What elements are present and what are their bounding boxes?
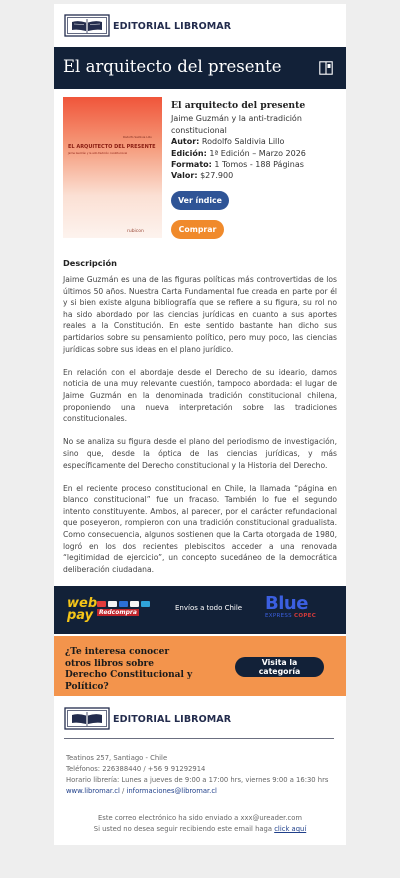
courier-name: Blue <box>265 593 308 614</box>
visit-category-button[interactable]: Visita la categoría <box>235 657 324 677</box>
unsubscribe-link[interactable]: click aquí <box>274 825 307 833</box>
title-banner <box>54 47 346 89</box>
footer-divider <box>64 738 334 739</box>
footer-legal <box>54 813 346 835</box>
credit-card-icon <box>141 601 150 607</box>
sent-to-text: Este correo electrónico ha sido enviado a xxx@ureader.com <box>98 814 302 822</box>
category-prompt: ¿Te interesa conocer otros libros sobre Derecho Constitucional y Político? <box>65 647 193 692</box>
edition-value: 1ª Edición – Marzo 2026 <box>209 148 306 158</box>
view-index-button[interactable]: Ver índice <box>171 191 229 210</box>
redcompra-logo: Redcompra <box>99 609 137 616</box>
unsubscribe-row <box>54 824 346 835</box>
courier-sub-left: EXPRESS <box>265 613 292 619</box>
cover-publisher: rubicon <box>127 229 144 234</box>
unsubscribe-text: Si usted no desea seguir recibiendo este email haga <box>93 825 275 833</box>
courier-subtitle <box>265 613 316 619</box>
footer-brand-logo[interactable] <box>64 706 231 732</box>
format-value: 1 Tomos - 188 Páginas <box>214 160 304 170</box>
footer-contact <box>66 753 328 797</box>
product-price-row <box>171 170 341 181</box>
author-label: Autor: <box>171 137 200 147</box>
product-subtitle: Jaime Guzmán y la anti-tradición constitucional <box>171 114 302 135</box>
credit-card-icon <box>97 601 106 607</box>
description-paragraph: Jaime Guzmán es una de las figuras políticas más controvertidas de los últimos 50 años. Nuestra Carta Fundamental fue creada en parte por él y si bien existe alguna bibliografía que se refiere a su figura, su rol no ha sido abordado por las ciencias jurídicas en cuanto a sus aportes reales a la Constitución. En este sentido bastante han dicho sus partidarios sobre su pensamiento político, pero muy poco, las ciencias jurídicas sobre sus ideas en el plano jurídico. <box>63 275 337 354</box>
libromar-logo-icon <box>64 14 110 38</box>
courier-sub-right: COPEC <box>294 613 317 619</box>
blue-express-logo <box>265 595 316 619</box>
email-card <box>54 4 346 845</box>
footer-links <box>66 786 328 797</box>
webpay-logo <box>67 598 97 622</box>
libromar-logo-icon <box>64 707 110 731</box>
edition-label: Edición: <box>171 148 207 158</box>
credit-card-icon <box>130 601 139 607</box>
cover-author: Rodolfo Saldivia Lillo <box>123 135 152 139</box>
category-band <box>54 636 346 696</box>
format-label: Formato: <box>171 160 212 170</box>
card-brand-icons <box>97 601 150 607</box>
brand-logo[interactable] <box>64 13 231 39</box>
footer-address: Teatinos 257, Santiago - Chile <box>66 754 168 762</box>
description-paragraph: No se analiza su figura desde el plano del periodismo de investigación, sino que, desde la óptica de las ciencias jurídicas, y más específicamente del Derecho constitucional y la Historia del Derecho. <box>63 437 337 470</box>
footer-hours: Horario librería: Lunes a jueves de 9:00 a 17:00 hrs, viernes 9:00 a 16:30 hrs <box>66 776 329 784</box>
credit-card-icon <box>119 601 128 607</box>
webpay-line1: web <box>67 596 98 611</box>
book-cover-image[interactable] <box>63 97 162 238</box>
price-label: Valor: <box>171 171 198 181</box>
webpay-line2: pay <box>67 608 94 623</box>
description-paragraph: En relación con el abordaje desde el Derecho de su ideario, damos noticia de una muy relevante cuestión, tampoco abordada: el lugar de Jaime Guzmán en la denominada tradición constitucional chilena, proponiendo una nueva interpretación sobre las tradiciones constitucionales. <box>63 367 337 424</box>
link-separator: / <box>119 787 127 795</box>
product-author-row <box>171 136 341 147</box>
payments-band <box>54 586 346 634</box>
price-value: $27.900 <box>200 171 234 181</box>
brand-name: EDITORIAL LIBROMAR <box>113 20 232 32</box>
product-info <box>171 100 341 182</box>
website-link[interactable]: www.libromar.cl <box>66 787 120 795</box>
email-link[interactable]: informaciones@libromar.cl <box>126 787 217 795</box>
book-icon <box>319 61 333 75</box>
credit-card-icon <box>108 601 117 607</box>
buy-button[interactable]: Comprar <box>171 220 224 239</box>
product-edition-row <box>171 148 341 159</box>
footer-phones: Teléfonos: 226388440 / +56 9 91292914 <box>66 765 206 773</box>
description-paragraph: En el reciente proceso constitucional en Chile, la llamada “página en blanco constitucional” fue un fracaso. También lo fue el segundo intento constituyente. Ambos, al parecer, por el carácter refundacional que poseyeron, rompieron con una tradición constitucional gradualista. Como consecuencia, algunos sostienen que la Carta otorgada de 1980, logró en los dos recientes plebiscitos acceder a una renovada “legitimidad de ejercicio”, un concepto sucedáneo de la democrática deliberación ciudadana. <box>63 483 337 574</box>
footer-brand-name: EDITORIAL LIBROMAR <box>113 713 232 725</box>
shipping-text: Envíos a todo Chile <box>175 604 243 612</box>
cover-title: EL ARQUITECTO DEL PRESENTE <box>68 144 156 150</box>
product-title: El arquitecto del presente <box>171 100 306 111</box>
description-heading: Descripción <box>63 258 117 268</box>
description-body <box>63 274 337 587</box>
author-value: Rodolfo Saldivia Lillo <box>201 137 285 147</box>
product-format-row <box>171 159 341 170</box>
page-title: El arquitecto del presente <box>63 57 282 76</box>
cover-subtitle: Jaime Guzmán y la anti-tradición constitucional <box>68 152 128 155</box>
